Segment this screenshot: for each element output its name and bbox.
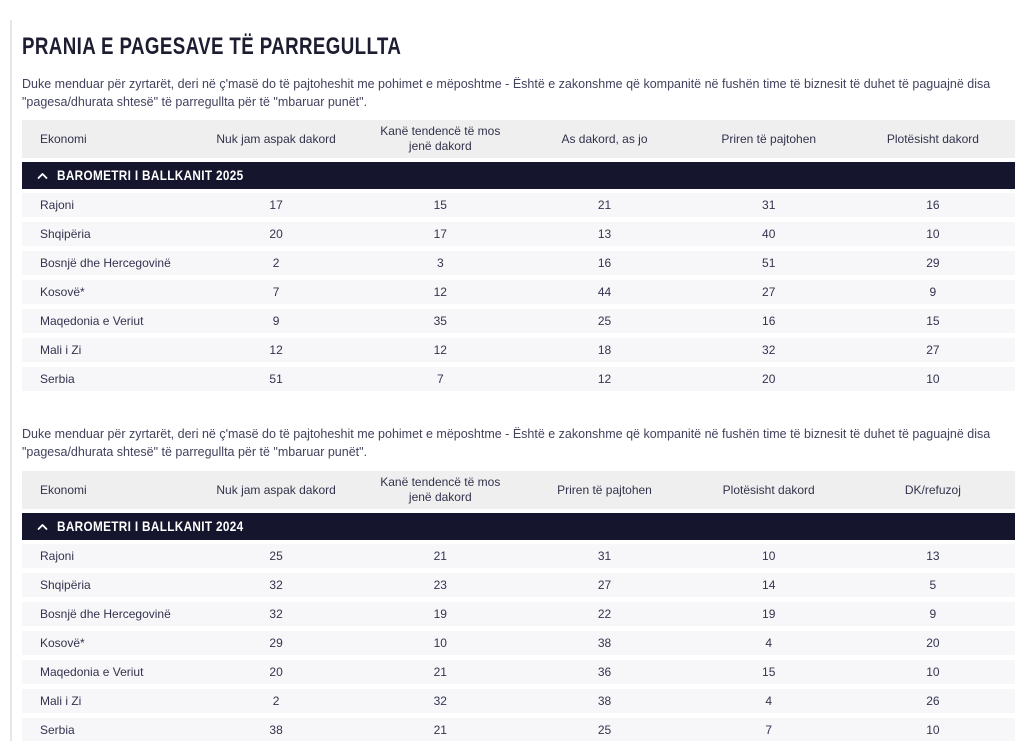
table-row [22,222,1015,246]
cell: 2 [272,694,280,708]
row-label: Kosovë* [40,636,85,650]
cell: 9 [272,314,280,328]
table-row [22,544,1015,568]
cell: 16 [762,314,776,328]
row-label: Shqipëria [40,227,91,241]
row-label: Bosnjë dhe Hercegovinë [40,256,171,270]
data-table-2025 [22,120,1015,391]
cell: 13 [926,549,940,563]
cell: 44 [597,285,612,299]
cell: 9 [929,607,937,621]
column-header-row [22,120,1015,158]
row-label: Kosovë* [40,285,85,299]
cell: 29 [269,636,283,650]
cell: 32 [269,578,283,592]
cell: 51 [762,256,776,270]
cell: 17 [433,227,447,241]
cell: 32 [433,694,447,708]
cell: 7 [765,723,773,737]
cell: 20 [762,372,776,386]
cell: 36 [597,665,612,679]
cell: 19 [762,607,776,621]
cell: 20 [269,227,283,241]
table-row [22,631,1015,655]
cell: 10 [926,665,940,679]
group-header-barometri-2025[interactable] [22,162,1015,189]
table-row [22,280,1015,304]
cell: 21 [433,549,447,563]
cell: 25 [597,314,612,328]
row-label: Bosnjë dhe Hercegovinë [40,607,171,621]
column-header: Nuk jam aspak dakord [216,131,336,146]
cell: 12 [269,343,283,357]
cell: 7 [272,285,280,299]
table-section-2025 [22,75,1015,391]
cell: 14 [762,578,776,592]
column-header: Nuk jam aspak dakord [216,482,336,497]
left-divider [10,20,12,741]
column-header: Kanë tendencë të mos jenë dakord [380,475,501,504]
cell: 31 [597,549,612,563]
table-row [22,338,1015,362]
cell: 5 [929,578,937,592]
row-label: Rajoni [40,198,75,212]
column-header: DK/refuzoj [904,482,961,497]
cell: 9 [929,285,937,299]
cell: 7 [436,372,444,386]
cell: 3 [436,256,444,270]
cell: 10 [762,549,776,563]
cell: 26 [926,694,940,708]
table-row [22,718,1015,741]
row-label: Rajoni [40,549,75,563]
row-label: Mali i Zi [40,694,82,708]
chevron-up-icon [37,172,48,180]
cell: 17 [269,198,283,212]
column-header: Plotësisht dakord [886,131,979,146]
row-label: Shqipëria [40,578,91,592]
table-row [22,309,1015,333]
column-header: As dakord, as jo [561,131,648,146]
cell: 12 [433,285,447,299]
row-label: Maqedonia e Veriut [40,665,144,679]
cell: 31 [762,198,776,212]
cell: 38 [597,694,612,708]
question-text-2024: Duke menduar për zyrtarët, deri në ç'masë do të pajtoheshit me pohimet e mëposhtme - Është e zakonshme që kompanitë në fushën time të biznesit të duhet të paguajnë disa "pagesa/dhurata shtesë" të parregullta për të "mbaruar punët". [22,427,991,459]
cell: 10 [433,636,447,650]
cell: 25 [269,549,283,563]
table-row [22,660,1015,684]
cell: 15 [762,665,776,679]
column-header-ekonomi: Ekonomi [40,482,87,497]
table-row [22,251,1015,275]
cell: 32 [762,343,776,357]
cell: 21 [433,665,447,679]
cell: 21 [433,723,447,737]
cell: 12 [433,343,447,357]
table-row [22,367,1015,391]
cell: 13 [597,227,612,241]
group-header-barometri-2024[interactable] [22,513,1015,540]
question-text-2025: Duke menduar për zyrtarët, deri në ç'masë do të pajtoheshit me pohimet e mëposhtme - Është e zakonshme që kompanitë në fushën time të biznesit të duhet të paguajnë disa "pagesa/dhurata shtesë" të parregullta për të "mbaruar punët". [22,77,991,109]
column-header: Kanë tendencë të mos jenë dakord [380,124,501,153]
cell: 10 [926,372,940,386]
cell: 18 [597,343,612,357]
table-row [22,193,1015,217]
column-header: Plotësisht dakord [722,482,815,497]
table-row [22,573,1015,597]
cell: 20 [269,665,283,679]
column-header: Priren të pajtohen [557,482,652,497]
row-label: Maqedonia e Veriut [40,314,144,328]
cell: 19 [433,607,447,621]
cell: 25 [597,723,612,737]
cell: 51 [269,372,283,386]
group-header-label: BAROMETRI I BALLKANIT 2024 [57,518,244,534]
cell: 2 [272,256,280,270]
cell: 35 [433,314,447,328]
page-content [22,0,1015,741]
cell: 12 [597,372,612,386]
cell: 23 [433,578,447,592]
cell: 15 [926,314,940,328]
row-label: Serbia [40,372,75,386]
cell: 27 [762,285,776,299]
table-row [22,602,1015,626]
table-row [22,689,1015,713]
cell: 10 [926,227,940,241]
cell: 10 [926,723,940,737]
cell: 16 [926,198,940,212]
data-table-2024 [22,471,1015,741]
column-header-row [22,471,1015,509]
column-header-ekonomi: Ekonomi [40,131,87,146]
group-header-label: BAROMETRI I BALLKANIT 2025 [57,167,244,183]
row-label: Serbia [40,723,75,737]
table-section-2024 [22,425,1015,741]
cell: 21 [597,198,612,212]
cell: 4 [765,694,773,708]
cell: 29 [926,256,940,270]
chevron-up-icon [37,523,48,531]
page-title-text: PRANIA E PAGESAVE TË PARREGULLTA [22,33,402,60]
cell: 32 [269,607,283,621]
cell: 22 [597,607,612,621]
cell: 40 [762,227,776,241]
cell: 15 [433,198,447,212]
cell: 27 [926,343,940,357]
page-title [22,25,1015,60]
cell: 27 [597,578,612,592]
cell: 4 [765,636,773,650]
cell: 20 [926,636,940,650]
row-label: Mali i Zi [40,343,82,357]
cell: 16 [597,256,612,270]
column-header: Priren të pajtohen [721,131,817,146]
cell: 38 [269,723,283,737]
cell: 38 [597,636,612,650]
